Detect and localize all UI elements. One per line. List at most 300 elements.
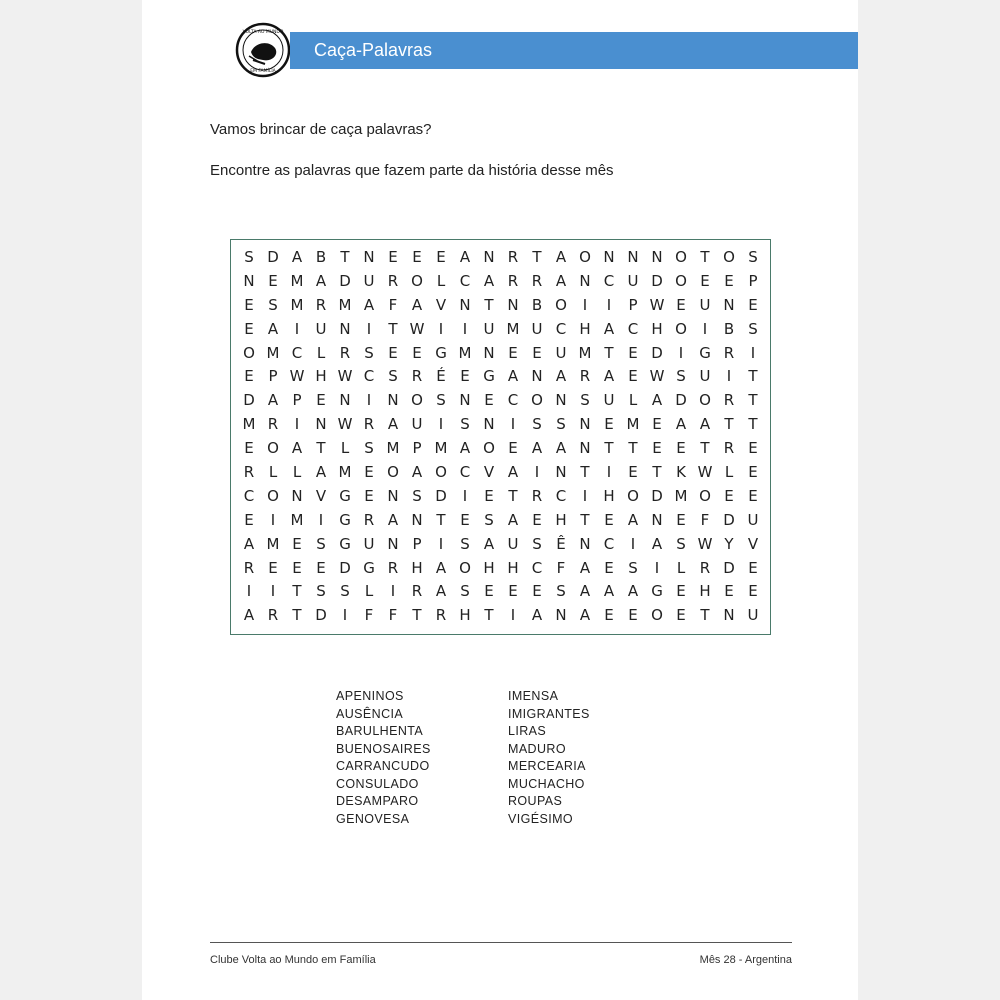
grid-letter[interactable]: E	[676, 582, 686, 601]
grid-letter[interactable]: I	[606, 463, 612, 482]
grid-letter[interactable]: R	[387, 558, 399, 577]
grid-letter[interactable]: S	[412, 486, 422, 505]
grid-letter[interactable]: N	[555, 391, 567, 410]
grid-letter[interactable]: S	[556, 415, 566, 434]
grid-letter[interactable]: I	[270, 582, 276, 601]
grid-letter[interactable]: O	[651, 606, 663, 625]
grid-letter[interactable]: W	[697, 463, 713, 482]
grid-letter[interactable]: B	[723, 319, 735, 338]
grid-letter[interactable]: E	[700, 271, 710, 290]
grid-letter[interactable]: N	[555, 463, 567, 482]
grid-letter[interactable]: H	[651, 319, 663, 338]
grid-letter[interactable]: T	[532, 248, 542, 266]
grid-letter[interactable]: E	[292, 558, 302, 577]
grid-letter[interactable]: C	[627, 319, 639, 338]
grid-letter[interactable]: S	[484, 510, 494, 529]
grid-letter[interactable]: S	[340, 582, 350, 601]
grid-letter[interactable]: T	[292, 582, 302, 601]
grid-letter[interactable]: E	[484, 391, 494, 410]
grid-letter[interactable]: T	[484, 295, 494, 314]
grid-letter[interactable]: M	[242, 415, 256, 434]
grid-letter[interactable]: U	[747, 510, 759, 529]
grid-letter[interactable]: I	[510, 415, 516, 434]
grid-letter[interactable]: E	[244, 319, 254, 338]
grid-letter[interactable]: A	[675, 415, 687, 434]
grid-letter[interactable]: U	[627, 271, 639, 290]
grid-letter[interactable]: R	[699, 558, 711, 577]
grid-letter[interactable]: A	[291, 439, 303, 458]
grid-letter[interactable]: M	[266, 343, 280, 362]
grid-letter[interactable]: N	[723, 606, 735, 625]
grid-letter[interactable]: P	[628, 295, 638, 314]
grid-letter[interactable]: U	[315, 319, 327, 338]
grid-letter[interactable]: E	[676, 439, 686, 458]
grid-letter[interactable]: F	[388, 295, 398, 314]
grid-letter[interactable]: L	[364, 582, 374, 601]
grid-letter[interactable]: N	[579, 439, 591, 458]
grid-letter[interactable]: I	[270, 510, 276, 529]
grid-letter[interactable]: M	[290, 510, 304, 529]
grid-letter[interactable]: R	[723, 439, 735, 458]
grid-letter[interactable]: E	[292, 534, 302, 553]
grid-letter[interactable]: E	[748, 582, 758, 601]
grid-letter[interactable]: I	[342, 606, 348, 625]
grid-letter[interactable]: W	[289, 367, 305, 386]
grid-letter[interactable]: W	[649, 295, 665, 314]
grid-letter[interactable]: C	[459, 463, 471, 482]
grid-letter[interactable]: E	[604, 606, 614, 625]
grid-letter[interactable]: V	[315, 486, 327, 505]
grid-letter[interactable]: T	[604, 343, 614, 362]
grid-letter[interactable]: E	[436, 248, 446, 266]
grid-letter[interactable]: U	[555, 343, 567, 362]
grid-letter[interactable]: O	[411, 391, 423, 410]
grid-letter[interactable]: H	[699, 582, 711, 601]
grid-letter[interactable]: E	[748, 295, 758, 314]
grid-letter[interactable]: O	[699, 486, 711, 505]
grid-letter[interactable]: C	[531, 558, 543, 577]
grid-letter[interactable]: A	[555, 248, 567, 266]
grid-letter[interactable]: H	[507, 558, 519, 577]
grid-letter[interactable]: A	[627, 582, 639, 601]
grid-letter[interactable]: N	[651, 248, 663, 266]
grid-letter[interactable]: I	[318, 510, 324, 529]
grid-letter[interactable]: S	[580, 391, 590, 410]
grid-letter[interactable]: E	[316, 391, 326, 410]
grid-letter[interactable]: R	[411, 582, 423, 601]
grid-letter[interactable]: A	[267, 391, 279, 410]
grid-letter[interactable]: W	[697, 534, 713, 553]
grid-letter[interactable]: E	[508, 343, 518, 362]
grid-letter[interactable]: A	[651, 534, 663, 553]
grid-letter[interactable]: C	[603, 271, 615, 290]
grid-letter[interactable]: E	[724, 486, 734, 505]
grid-letter[interactable]: D	[435, 486, 447, 505]
grid-letter[interactable]: A	[507, 367, 519, 386]
grid-letter[interactable]: W	[337, 415, 353, 434]
grid-letter[interactable]: M	[458, 343, 472, 362]
grid-letter[interactable]: A	[411, 463, 423, 482]
grid-letter[interactable]: U	[603, 391, 615, 410]
grid-letter[interactable]: N	[651, 510, 663, 529]
grid-letter[interactable]: E	[388, 343, 398, 362]
grid-letter[interactable]: A	[531, 439, 543, 458]
grid-letter[interactable]: R	[243, 463, 255, 482]
grid-letter[interactable]: I	[462, 319, 468, 338]
grid-letter[interactable]: F	[388, 606, 398, 625]
grid-letter[interactable]: T	[484, 606, 494, 625]
grid-letter[interactable]: O	[435, 463, 447, 482]
grid-letter[interactable]: E	[676, 510, 686, 529]
grid-letter[interactable]: T	[292, 606, 302, 625]
grid-letter[interactable]: O	[627, 486, 639, 505]
grid-letter[interactable]: R	[411, 367, 423, 386]
grid-letter[interactable]: U	[411, 415, 423, 434]
grid-letter[interactable]: Y	[724, 534, 734, 553]
grid-letter[interactable]: T	[724, 415, 734, 434]
grid-letter[interactable]: T	[700, 248, 710, 266]
grid-letter[interactable]: I	[534, 463, 540, 482]
grid-letter[interactable]: T	[412, 606, 422, 625]
grid-letter[interactable]: D	[651, 486, 663, 505]
grid-letter[interactable]: I	[510, 606, 516, 625]
grid-letter[interactable]: G	[483, 367, 495, 386]
grid-letter[interactable]: I	[750, 343, 756, 362]
grid-letter[interactable]: E	[316, 558, 326, 577]
grid-letter[interactable]: N	[339, 319, 351, 338]
grid-letter[interactable]: E	[676, 606, 686, 625]
grid-letter[interactable]: T	[580, 510, 590, 529]
grid-letter[interactable]: R	[315, 295, 327, 314]
grid-letter[interactable]: R	[723, 391, 735, 410]
grid-letter[interactable]: S	[676, 367, 686, 386]
grid-letter[interactable]: A	[459, 439, 471, 458]
grid-letter[interactable]: G	[435, 343, 447, 362]
grid-letter[interactable]: S	[532, 534, 542, 553]
grid-letter[interactable]: G	[363, 558, 375, 577]
grid-letter[interactable]: T	[748, 415, 758, 434]
grid-letter[interactable]: A	[435, 582, 447, 601]
grid-letter[interactable]: A	[243, 534, 255, 553]
grid-letter[interactable]: T	[388, 319, 398, 338]
grid-letter[interactable]: N	[507, 295, 519, 314]
grid-letter[interactable]: A	[579, 558, 591, 577]
grid-letter[interactable]: Ê	[556, 534, 566, 553]
grid-letter[interactable]: A	[267, 319, 279, 338]
grid-letter[interactable]: T	[508, 486, 518, 505]
grid-letter[interactable]: N	[579, 415, 591, 434]
grid-letter[interactable]: M	[266, 534, 280, 553]
grid-letter[interactable]: E	[724, 582, 734, 601]
grid-letter[interactable]: A	[315, 271, 327, 290]
grid-letter[interactable]: I	[294, 415, 300, 434]
grid-letter[interactable]: T	[748, 367, 758, 386]
grid-letter[interactable]: W	[337, 367, 353, 386]
grid-letter[interactable]: R	[339, 343, 351, 362]
grid-letter[interactable]: V	[435, 295, 447, 314]
grid-letter[interactable]: L	[724, 463, 734, 482]
grid-letter[interactable]: V	[747, 534, 759, 553]
grid-letter[interactable]: I	[366, 391, 372, 410]
grid-letter[interactable]: C	[507, 391, 519, 410]
grid-letter[interactable]: A	[483, 271, 495, 290]
grid-letter[interactable]: N	[243, 271, 255, 290]
grid-letter[interactable]: T	[628, 439, 638, 458]
grid-letter[interactable]: K	[676, 463, 686, 482]
grid-letter[interactable]: S	[244, 248, 254, 266]
grid-letter[interactable]: D	[243, 391, 255, 410]
grid-letter[interactable]: R	[267, 606, 279, 625]
grid-letter[interactable]: E	[460, 367, 470, 386]
grid-letter[interactable]: A	[507, 463, 519, 482]
grid-letter[interactable]: N	[387, 534, 399, 553]
grid-letter[interactable]: O	[723, 248, 735, 266]
grid-letter[interactable]: L	[340, 439, 350, 458]
grid-letter[interactable]: P	[748, 271, 758, 290]
grid-letter[interactable]: E	[628, 367, 638, 386]
grid-letter[interactable]: A	[579, 582, 591, 601]
grid-letter[interactable]: E	[412, 343, 422, 362]
grid-letter[interactable]: E	[268, 558, 278, 577]
grid-letter[interactable]: A	[315, 463, 327, 482]
grid-letter[interactable]: E	[628, 606, 638, 625]
grid-letter[interactable]: E	[412, 248, 422, 266]
grid-letter[interactable]: R	[579, 367, 591, 386]
grid-letter[interactable]: A	[291, 248, 303, 266]
grid-letter[interactable]: D	[651, 271, 663, 290]
grid-letter[interactable]: G	[651, 582, 663, 601]
grid-letter[interactable]: S	[316, 534, 326, 553]
grid-letter[interactable]: E	[748, 486, 758, 505]
grid-letter[interactable]: B	[531, 295, 543, 314]
grid-letter[interactable]: D	[339, 271, 351, 290]
grid-letter[interactable]: E	[484, 486, 494, 505]
grid-letter[interactable]: R	[723, 343, 735, 362]
grid-letter[interactable]: I	[438, 415, 444, 434]
grid-letter[interactable]: N	[315, 415, 327, 434]
grid-letter[interactable]: C	[291, 343, 303, 362]
grid-letter[interactable]: O	[267, 439, 279, 458]
grid-letter[interactable]: E	[628, 463, 638, 482]
grid-letter[interactable]: O	[411, 271, 423, 290]
grid-letter[interactable]: M	[290, 271, 304, 290]
grid-letter[interactable]: E	[604, 510, 614, 529]
grid-letter[interactable]: S	[388, 367, 398, 386]
grid-letter[interactable]: T	[580, 463, 590, 482]
grid-letter[interactable]: T	[652, 463, 662, 482]
grid-letter[interactable]: T	[604, 439, 614, 458]
grid-letter[interactable]: M	[578, 343, 592, 362]
grid-letter[interactable]: S	[436, 391, 446, 410]
grid-letter[interactable]: S	[268, 295, 278, 314]
grid-letter[interactable]: A	[555, 367, 567, 386]
grid-letter[interactable]: A	[387, 510, 399, 529]
grid-letter[interactable]: G	[339, 486, 351, 505]
grid-letter[interactable]: E	[748, 439, 758, 458]
grid-letter[interactable]: M	[338, 295, 352, 314]
grid-letter[interactable]: L	[268, 463, 278, 482]
grid-letter[interactable]: N	[459, 391, 471, 410]
grid-letter[interactable]: D	[315, 606, 327, 625]
grid-letter[interactable]: I	[390, 582, 396, 601]
grid-letter[interactable]: S	[676, 534, 686, 553]
grid-letter[interactable]: P	[292, 391, 302, 410]
grid-letter[interactable]: T	[316, 439, 326, 458]
grid-letter[interactable]: N	[483, 415, 495, 434]
grid-letter[interactable]: F	[700, 510, 710, 529]
grid-letter[interactable]: N	[387, 391, 399, 410]
grid-letter[interactable]: P	[412, 439, 422, 458]
grid-letter[interactable]: N	[387, 486, 399, 505]
grid-letter[interactable]: F	[364, 606, 374, 625]
grid-letter[interactable]: R	[363, 510, 375, 529]
grid-letter[interactable]: A	[243, 606, 255, 625]
grid-letter[interactable]: S	[460, 582, 470, 601]
grid-letter[interactable]: A	[603, 319, 615, 338]
grid-letter[interactable]: M	[506, 319, 520, 338]
grid-letter[interactable]: U	[507, 534, 519, 553]
grid-letter[interactable]: A	[555, 271, 567, 290]
grid-letter[interactable]: U	[363, 271, 375, 290]
grid-letter[interactable]: E	[508, 582, 518, 601]
grid-letter[interactable]: H	[459, 606, 471, 625]
grid-letter[interactable]: U	[363, 534, 375, 553]
grid-letter[interactable]: N	[579, 534, 591, 553]
grid-letter[interactable]: A	[555, 439, 567, 458]
grid-letter[interactable]: I	[462, 486, 468, 505]
grid-letter[interactable]: E	[508, 439, 518, 458]
grid-letter[interactable]: G	[339, 534, 351, 553]
grid-letter[interactable]: A	[651, 391, 663, 410]
grid-letter[interactable]: P	[268, 367, 278, 386]
grid-letter[interactable]: O	[675, 271, 687, 290]
grid-letter[interactable]: M	[386, 439, 400, 458]
grid-letter[interactable]: R	[507, 248, 519, 266]
grid-letter[interactable]: S	[628, 558, 638, 577]
grid-letter[interactable]: H	[483, 558, 495, 577]
grid-letter[interactable]: B	[315, 248, 327, 266]
grid-letter[interactable]: A	[507, 510, 519, 529]
grid-letter[interactable]: O	[267, 486, 279, 505]
grid-letter[interactable]: A	[363, 295, 375, 314]
grid-letter[interactable]: I	[438, 534, 444, 553]
grid-letter[interactable]: R	[267, 415, 279, 434]
grid-letter[interactable]: N	[411, 510, 423, 529]
grid-letter[interactable]: E	[532, 582, 542, 601]
grid-letter[interactable]: E	[676, 295, 686, 314]
grid-letter[interactable]: H	[603, 486, 615, 505]
grid-letter[interactable]: O	[555, 295, 567, 314]
grid-letter[interactable]: G	[339, 510, 351, 529]
grid-letter[interactable]: U	[483, 319, 495, 338]
grid-letter[interactable]: M	[626, 415, 640, 434]
grid-letter[interactable]: U	[747, 606, 759, 625]
grid-letter[interactable]: E	[364, 486, 374, 505]
grid-letter[interactable]: E	[244, 510, 254, 529]
grid-letter[interactable]: C	[363, 367, 375, 386]
grid-letter[interactable]: H	[315, 367, 327, 386]
grid-letter[interactable]: W	[409, 319, 425, 338]
grid-letter[interactable]: N	[579, 271, 591, 290]
grid-letter[interactable]: D	[339, 558, 351, 577]
grid-letter[interactable]: S	[460, 415, 470, 434]
grid-letter[interactable]: A	[483, 534, 495, 553]
grid-letter[interactable]: A	[603, 582, 615, 601]
grid-letter[interactable]: O	[579, 248, 591, 266]
grid-letter[interactable]: V	[483, 463, 495, 482]
grid-letter[interactable]: E	[244, 439, 254, 458]
grid-letter[interactable]: L	[628, 391, 638, 410]
grid-letter[interactable]: E	[244, 295, 254, 314]
grid-letter[interactable]: C	[243, 486, 255, 505]
grid-letter[interactable]: E	[628, 343, 638, 362]
grid-letter[interactable]: C	[555, 486, 567, 505]
grid-letter[interactable]: N	[723, 295, 735, 314]
grid-letter[interactable]: N	[483, 248, 495, 266]
grid-letter[interactable]: R	[531, 486, 543, 505]
grid-letter[interactable]: I	[678, 343, 684, 362]
grid-letter[interactable]: É	[436, 367, 446, 386]
grid-letter[interactable]: M	[674, 486, 688, 505]
grid-letter[interactable]: R	[507, 271, 519, 290]
grid-letter[interactable]: O	[675, 248, 687, 266]
grid-letter[interactable]: W	[649, 367, 665, 386]
grid-letter[interactable]: O	[459, 558, 471, 577]
grid-letter[interactable]: D	[267, 248, 279, 266]
grid-letter[interactable]: U	[699, 295, 711, 314]
grid-letter[interactable]: A	[603, 367, 615, 386]
grid-letter[interactable]: O	[243, 343, 255, 362]
grid-letter[interactable]: E	[652, 439, 662, 458]
grid-letter[interactable]: A	[579, 606, 591, 625]
grid-letter[interactable]: E	[388, 248, 398, 266]
grid-letter[interactable]: T	[700, 439, 710, 458]
grid-letter[interactable]: O	[483, 439, 495, 458]
grid-letter[interactable]: N	[531, 367, 543, 386]
grid-letter[interactable]: T	[748, 391, 758, 410]
grid-letter[interactable]: T	[700, 606, 710, 625]
grid-letter[interactable]: I	[726, 367, 732, 386]
grid-letter[interactable]: A	[387, 415, 399, 434]
grid-letter[interactable]: S	[364, 439, 374, 458]
grid-letter[interactable]: N	[459, 295, 471, 314]
grid-letter[interactable]: E	[724, 271, 734, 290]
grid-letter[interactable]: R	[435, 606, 447, 625]
grid-letter[interactable]: N	[291, 486, 303, 505]
grid-letter[interactable]: E	[604, 558, 614, 577]
grid-letter[interactable]: T	[340, 248, 350, 266]
grid-letter[interactable]: E	[532, 510, 542, 529]
grid-letter[interactable]: A	[627, 510, 639, 529]
grid-letter[interactable]: I	[582, 486, 588, 505]
grid-letter[interactable]: E	[364, 463, 374, 482]
grid-letter[interactable]: L	[292, 463, 302, 482]
grid-letter[interactable]: M	[338, 463, 352, 482]
grid-letter[interactable]: U	[531, 319, 543, 338]
grid-letter[interactable]: H	[579, 319, 591, 338]
grid-letter[interactable]: H	[411, 558, 423, 577]
grid-letter[interactable]: S	[460, 534, 470, 553]
grid-letter[interactable]: O	[387, 463, 399, 482]
grid-letter[interactable]: O	[675, 319, 687, 338]
grid-letter[interactable]: E	[748, 463, 758, 482]
grid-letter[interactable]: S	[364, 343, 374, 362]
grid-letter[interactable]: I	[654, 558, 660, 577]
grid-letter[interactable]: N	[363, 248, 375, 266]
grid-letter[interactable]: I	[702, 319, 708, 338]
grid-letter[interactable]: E	[460, 510, 470, 529]
grid-letter[interactable]: L	[316, 343, 326, 362]
